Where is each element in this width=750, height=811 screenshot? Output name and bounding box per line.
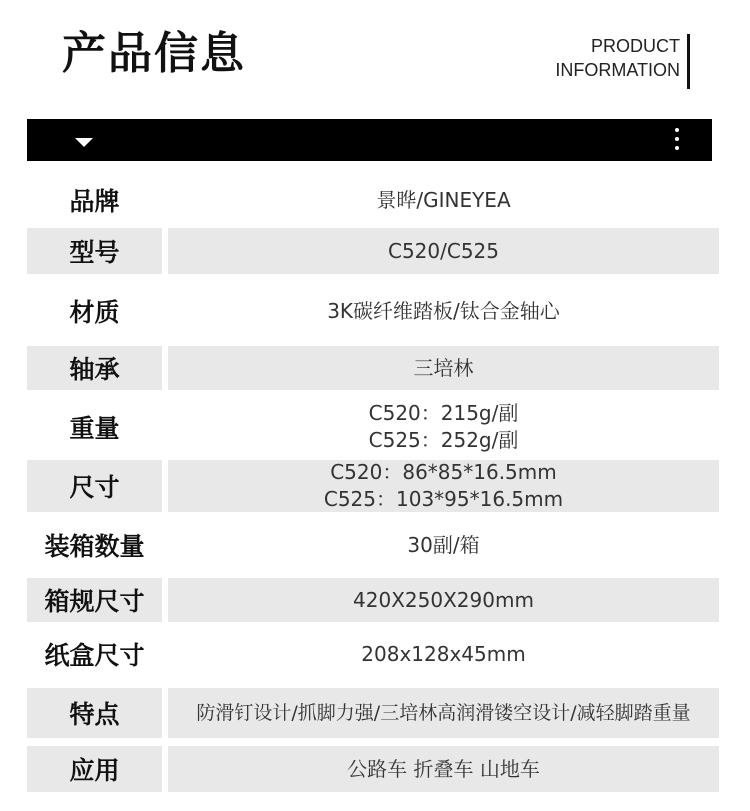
page-header xyxy=(0,0,750,120)
page-title: 产品信息 xyxy=(62,28,246,79)
spec-value xyxy=(168,398,719,456)
spec-row-carton-size xyxy=(27,578,719,622)
spec-row-size xyxy=(27,460,719,512)
spec-label: 应用 xyxy=(27,746,162,792)
spec-value-line: C520：215g/副 xyxy=(368,401,519,425)
spec-label: 纸盒尺寸 xyxy=(44,641,145,670)
spec-value-line: C520：86*85*16.5mm xyxy=(330,460,557,484)
spec-label: 尺寸 xyxy=(27,460,162,512)
english-title xyxy=(555,34,680,82)
spec-value xyxy=(168,460,719,512)
spec-value: C520/C525 xyxy=(168,228,719,274)
spec-value: 防滑钉设计/抓脚力强/三培林高润滑镂空设计/减轻脚踏重量 xyxy=(168,688,719,738)
spec-value: 208x128x45mm xyxy=(361,641,526,666)
spec-label: 特点 xyxy=(27,688,162,738)
spec-row-weight xyxy=(27,398,719,456)
spec-row-brand xyxy=(27,176,719,224)
chevron-down-icon[interactable] xyxy=(75,138,93,147)
spec-value: 30副/箱 xyxy=(407,532,480,557)
spec-row-application xyxy=(27,746,719,792)
spec-label: 材质 xyxy=(69,298,120,327)
spec-label: 轴承 xyxy=(27,346,162,390)
spec-row-material xyxy=(27,282,719,340)
english-title-line2: INFORMATION xyxy=(555,60,680,80)
spec-value-line: C525：103*95*16.5mm xyxy=(323,487,564,511)
spec-row-model xyxy=(27,228,719,274)
spec-value: 三培林 xyxy=(168,346,719,390)
spec-label: 重量 xyxy=(69,414,120,443)
english-title-line1: PRODUCT xyxy=(591,36,680,56)
spec-value: 景晔/GINEYEA xyxy=(376,187,511,212)
toolbar xyxy=(27,119,712,161)
spec-label: 型号 xyxy=(27,228,162,274)
more-options-icon[interactable] xyxy=(674,128,680,154)
spec-row-bearing xyxy=(27,346,719,390)
spec-value: 公路车 折叠车 山地车 xyxy=(168,746,719,792)
spec-row-carton-qty xyxy=(27,520,719,570)
spec-value-line: C525：252g/副 xyxy=(368,428,519,452)
spec-label: 箱规尺寸 xyxy=(27,578,162,622)
spec-row-box-size xyxy=(27,628,719,680)
spec-value: 420X250X290mm xyxy=(168,578,719,622)
spec-row-features xyxy=(27,688,719,738)
spec-value: 3K碳纤维踏板/钛合金轴心 xyxy=(327,298,560,323)
spec-label: 装箱数量 xyxy=(44,532,145,561)
spec-label: 品牌 xyxy=(69,187,120,216)
title-accent-bar xyxy=(687,34,690,89)
